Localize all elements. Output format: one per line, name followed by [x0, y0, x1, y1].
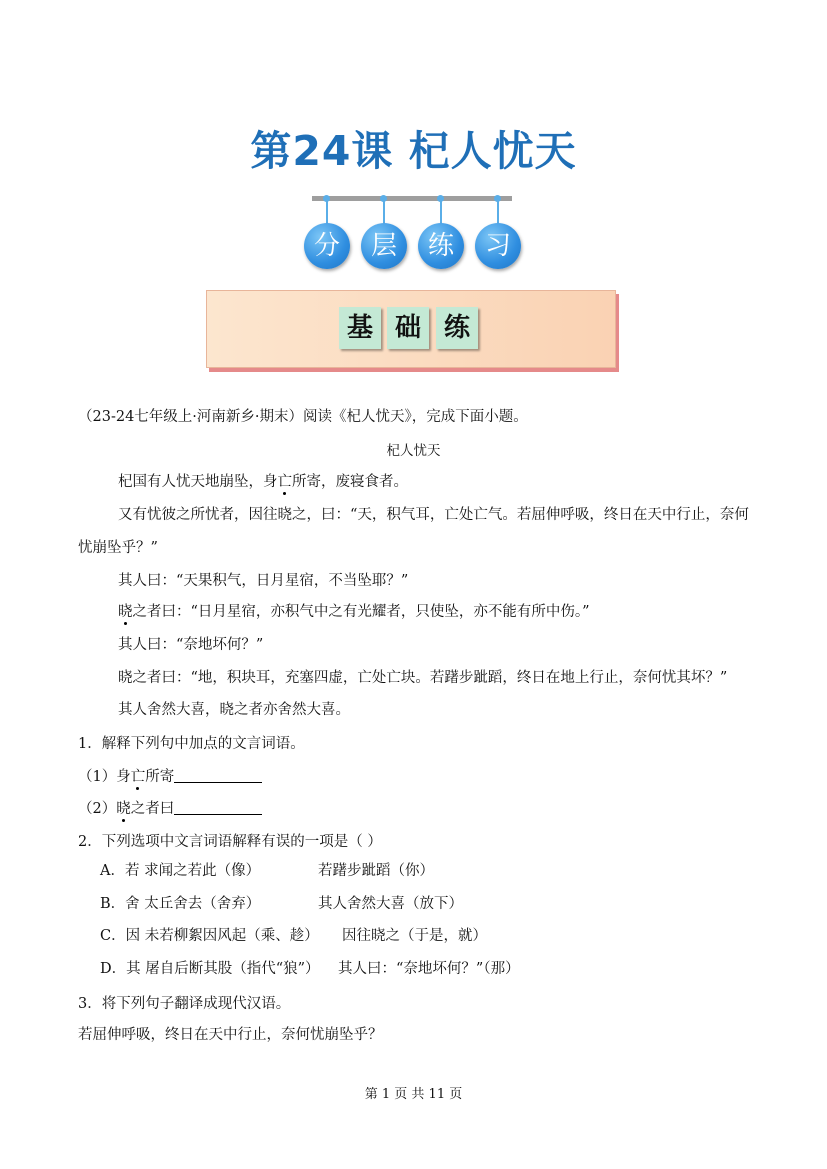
emphasis-char: 晓 [116, 801, 131, 817]
rail-dot [380, 195, 387, 202]
page-footer: 第 1 页 共 11 页 [364, 1087, 463, 1102]
passage-paragraph [118, 470, 408, 491]
passage-paragraph [118, 600, 590, 621]
tab-circle-lian: 练 [418, 223, 464, 269]
question-2-stem: 2．下列选项中文言词语解释有误的一项是（ ） [78, 834, 382, 850]
passage-paragraph: 晓之者曰：“地，积块耳，充塞四虚，亡处亡块。若躇步跐蹈，终日在地上行止，奈何忧其坏？” [118, 670, 728, 686]
option-c-right: 因往晓之（于是，就） [342, 928, 487, 944]
question-1-stem: 1．解释下列句中加点的文言词语。 [78, 736, 305, 752]
option-b-right: 其人舍然大喜（放下） [318, 896, 463, 912]
option-c-left: C．因 未若柳絮因风起（乘、趁） [100, 928, 319, 944]
tab-circle-xi: 习 [475, 223, 521, 269]
emphasis-char: 晓 [118, 604, 133, 620]
tab-connector [326, 199, 328, 225]
rail-dot [437, 195, 444, 202]
rail-dot [494, 195, 501, 202]
tab-connector [497, 199, 499, 225]
passage-paragraph: 其人曰：“奈地坏何？” [118, 637, 264, 653]
tab-connector [440, 199, 442, 225]
emphasis-char: 亡 [277, 474, 292, 490]
section-tile-ji: 基 [339, 307, 381, 349]
question-1-item-b [78, 797, 262, 818]
answer-blank[interactable] [174, 800, 262, 815]
rail-dot [323, 195, 330, 202]
answer-blank[interactable] [174, 768, 262, 783]
question-3-sentence: 若屈伸呼吸，终日在天中行止，奈何忧崩坠乎？ [78, 1027, 383, 1043]
lesson-title: 第24课 杞人忧天 [250, 127, 577, 175]
question-3-stem: 3．将下列句子翻译成现代汉语。 [78, 996, 291, 1012]
passage-text: 所寄，废寝食者。 [292, 474, 408, 490]
item-text: 所寄 [145, 769, 175, 785]
passage-title: 杞人忧天 [386, 443, 441, 459]
question-intro: （23-24七年级上·河南新乡·期末）阅读《杞人忧天》，完成下面小题。 [78, 409, 528, 425]
option-d-right: 其人曰：“奈地坏何？”（那） [338, 961, 520, 977]
passage-paragraph: 其人舍然大喜，晓之者亦舍然大喜。 [118, 702, 350, 718]
tab-circle-ceng: 层 [361, 223, 407, 269]
option-a-right: 若躇步跐蹈（你） [318, 863, 434, 879]
section-tile-chu: 础 [387, 307, 429, 349]
option-d-left: D．其 屠自后断其股（指代“狼”） [100, 961, 320, 977]
item-text: （2） [78, 801, 117, 817]
item-text: 之者曰 [130, 801, 175, 817]
item-text: （1）身 [78, 769, 131, 785]
option-b-left: B．舍 太丘舍去（舍弃） [100, 896, 261, 912]
section-tile-lian: 练 [436, 307, 478, 349]
passage-paragraph: 其人曰：“天果积气，日月星宿，不当坠耶？” [118, 573, 409, 589]
emphasis-char: 亡 [130, 769, 146, 785]
passage-text: 杞国有人忧天地崩坠，身 [118, 474, 278, 490]
passage-text: 之者曰：“日月星宿，亦积气中之有光耀者，只使坠，亦不能有所中伤。” [132, 604, 590, 620]
tab-connector [383, 199, 385, 225]
option-a-left: A．若 求闻之若此（像） [100, 863, 261, 879]
tab-circle-fen: 分 [304, 223, 350, 269]
passage-paragraph-cont: 忧崩坠乎？” [78, 540, 158, 556]
passage-paragraph: 又有忧彼之所忧者，因往晓之，曰：“天，积气耳，亡处亡气。若屈伸呼吸，终日在天中行止，奈何 [118, 507, 749, 523]
tab-rail [312, 196, 512, 201]
question-1-item-a [78, 765, 262, 786]
